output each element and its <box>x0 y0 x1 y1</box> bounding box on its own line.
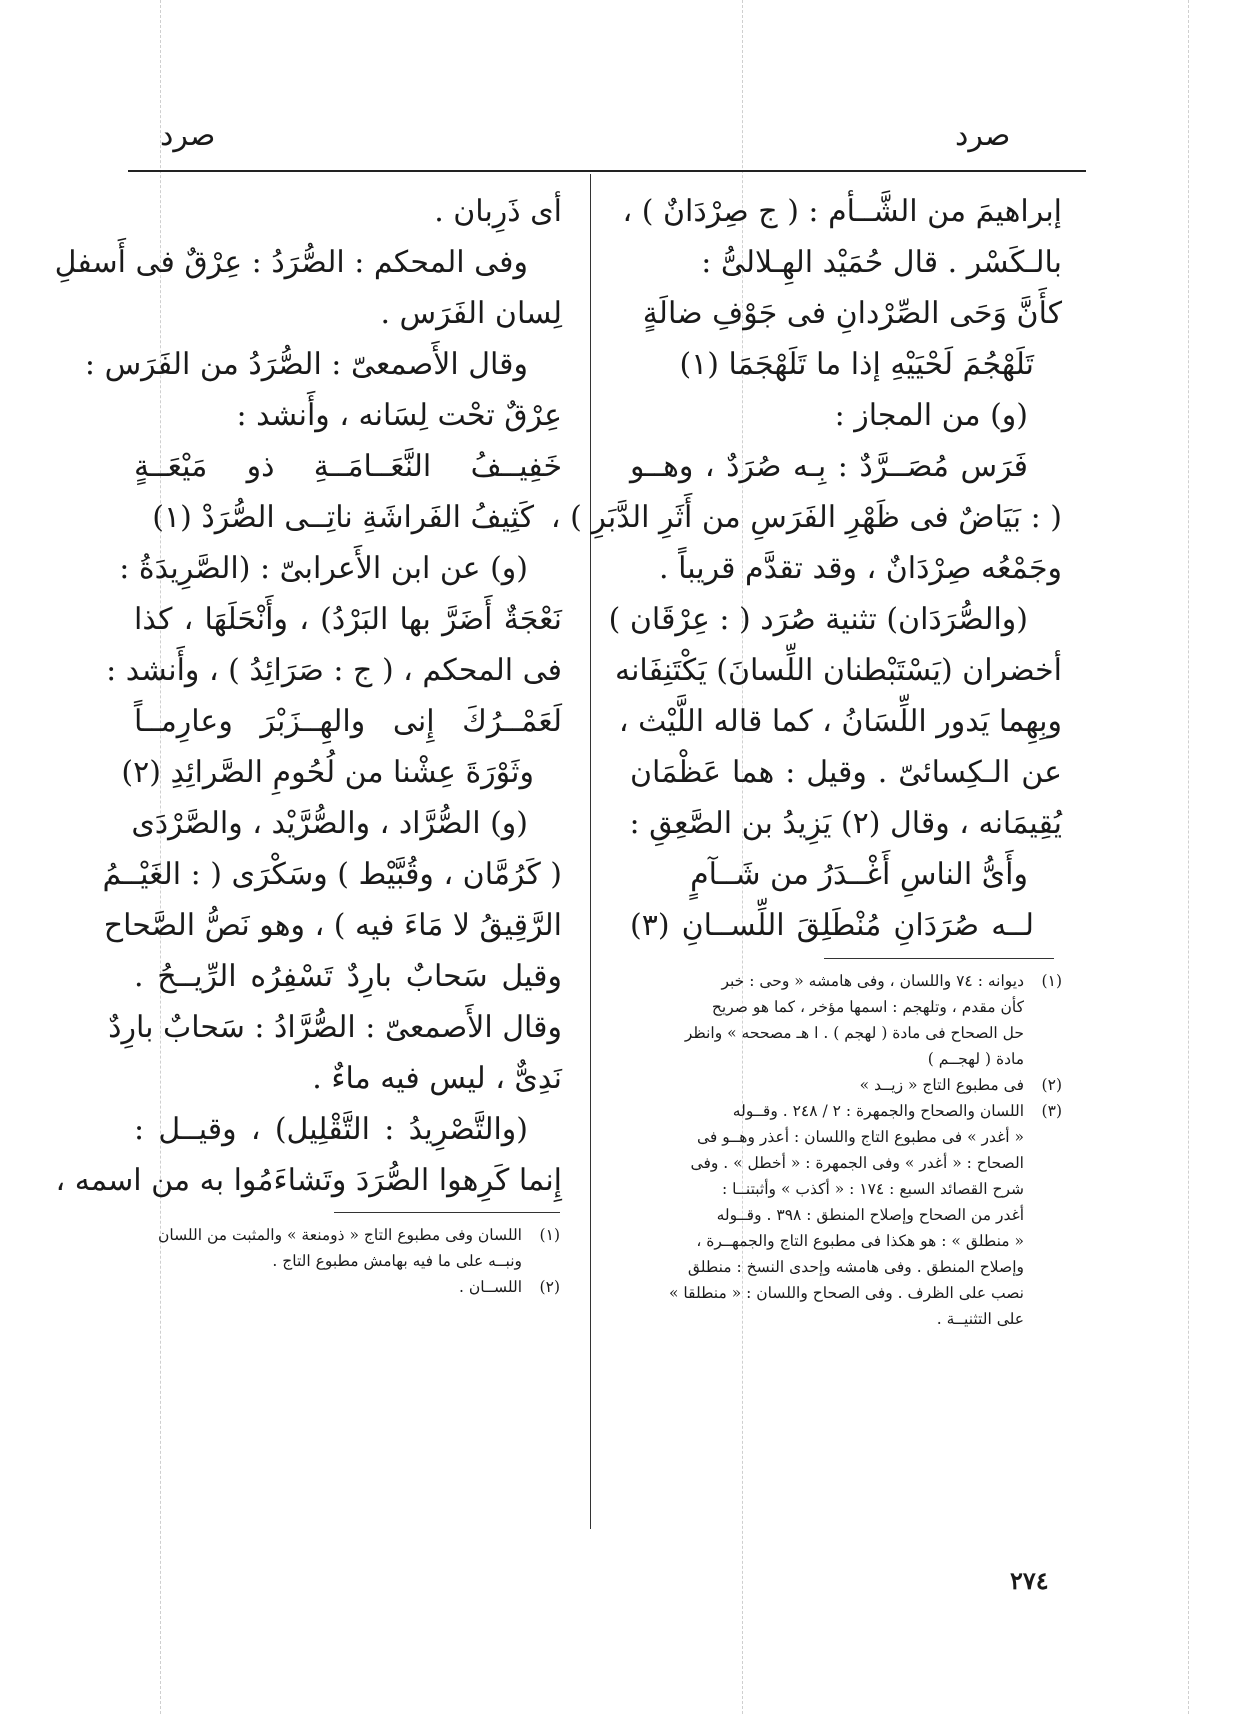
text-line: فى المحكم ، ( ج : صَرَائِدُ ) ، وأَنشد : <box>106 653 562 688</box>
footnote-number: (١) <box>1041 972 1062 990</box>
column-divider <box>590 174 591 1529</box>
footnote-text: اللسان والصحاح والجمهرة : ٢ / ٢٤٨ . وقــوله <box>732 1102 1024 1120</box>
footnote-text: « منطلق » : هو هكذا فى مطبوع التاج والجمهــرة ، <box>696 1232 1024 1250</box>
verse-line: وأَىُّ الناسِ أَغْــدَرُ من شَــآمٍ <box>690 857 1028 892</box>
verse-line: كَثِيفُ الفَراشَةِ ناتِــى الصُّرَدْ (١) <box>152 500 534 535</box>
text-line: ( : بَيَاضٌ فى ظَهْرِ الفَرَسِ من أَثَرِ الدَّبَرِ ) ، <box>550 500 1062 535</box>
page-number: ٢٧٤ <box>1010 1566 1049 1595</box>
text-line: (و) عن ابن الأَعرابىّ : (الصَّرِيدَةُ : <box>119 551 528 586</box>
text-line: (والصُّرَدَان) تثنية صُرَد ( : عِرْقَان ) <box>608 602 1028 637</box>
right-footnotes <box>612 968 1062 1332</box>
footnote <box>612 994 1062 1020</box>
text-line: بالـكَسْر . قال حُمَيْد الهِـلالىُّ : <box>701 245 1062 280</box>
footnote-text: اللسان وفى مطبوع التاج « ذومنعة » والمثبت من اللسان <box>157 1226 522 1244</box>
footnote <box>612 1228 1062 1254</box>
footnote <box>120 1274 560 1300</box>
text-line: أى ذَرِبان . <box>434 194 562 229</box>
footnote-text: وإصلاح المنطق . وفى هامشه وإحدى النسخ : منطلق <box>687 1258 1024 1276</box>
text-line: عن الـكِسائىّ . وقيل : هما عَظْمَان <box>630 755 1062 790</box>
right-column <box>550 186 1062 951</box>
footnote-text: الصحاح : « أغدر » وفى الجمهرة : « أخطل » . وفى <box>690 1154 1024 1172</box>
text-line: (و) من المجاز : <box>834 398 1028 433</box>
text-line: وقيل سَحابٌ بارِدٌ تَسْفِرُه الرِّيــحُ . <box>134 959 562 994</box>
footnote-text: حل الصحاح فى مادة ( لهجم ) . ا هـ مصححه » وانظر <box>684 1024 1024 1042</box>
footnote <box>612 1280 1062 1306</box>
footnote <box>120 1222 560 1248</box>
footnote <box>612 968 1062 994</box>
text-line: يُقِيمَانه ، وقال (٢) يَزِيدُ بن الصَّعِقِ : <box>629 806 1062 841</box>
footnote-text: فى مطبوع التاج « زيــد » <box>859 1076 1024 1094</box>
scan-guide-line <box>1188 0 1189 1714</box>
left-footnotes <box>120 1222 560 1300</box>
footnote <box>612 1098 1062 1124</box>
footnote <box>612 1254 1062 1280</box>
verse-line: وثَوْرَةَ عِشْنا من لُحُومِ الصَّرائِدِ (٢) <box>121 755 534 790</box>
footnote-number: (١) <box>539 1226 560 1244</box>
text-line: إِنما كَرِهوا الصُّرَدَ وتَشاءَمُوا به من اسمه ، <box>55 1163 562 1198</box>
footnote <box>612 1176 1062 1202</box>
footnote-text: ديوانه : ٧٤ واللسان ، وفى هامشه « وحى : خبر <box>721 972 1024 990</box>
running-header-left: صرد <box>160 118 216 153</box>
footnote <box>612 1306 1062 1332</box>
text-line: نَدِىٌّ ، ليس فيه ماءٌ . <box>312 1061 562 1096</box>
footnote-number: (٣) <box>1041 1102 1062 1120</box>
text-line: لِسان الفَرَس . <box>380 296 562 331</box>
footnote <box>612 1150 1062 1176</box>
footnote <box>612 1020 1062 1046</box>
text-line: عِرْقٌ تحْت لِسَانه ، وأَنشد : <box>236 398 562 433</box>
verse-line: تَلَهْجُمَ لَحْيَيْهِ إذا ما تَلَهْجَمَا (١) <box>679 347 1034 382</box>
header-rule <box>128 170 1086 172</box>
footnote <box>120 1248 560 1274</box>
footnote-number: (٢) <box>1041 1076 1062 1094</box>
text-line: فَرَس مُصَــرَّدٌ : بِـه صُرَدٌ ، وهــو <box>630 449 1028 484</box>
footnote-text: اللســان . <box>458 1278 522 1296</box>
verse-line: لَعَمْــرُكَ إِنى والهِــزَبْرَ وعارِمــاً <box>134 704 562 739</box>
footnote-text: مادة ( لهجــم ) <box>927 1050 1024 1068</box>
footnote-text: ونبــه على ما فيه بهامش مطبوع التاج . <box>272 1252 522 1270</box>
footnote <box>612 1124 1062 1150</box>
verse-line: كأَنَّ وَحَى الصِّرْدانِ فى جَوْفِ ضالَةٍ <box>642 296 1062 331</box>
footnote-rule <box>334 1212 560 1213</box>
footnote <box>612 1202 1062 1228</box>
text-line: (و) الصُّرَّاد ، والصُّرَّيْد ، والصَّرْدَى <box>131 806 528 841</box>
text-line: وجَمْعُه صِرْدَانٌ ، وقد تقدَّم قريباً . <box>659 551 1062 586</box>
text-line: وفى المحكم : الصُّرَدُ : عِرْقٌ فى أَسفلِ <box>54 245 528 280</box>
footnote <box>612 1046 1062 1072</box>
verse-line: لــه صُرَدَانِ مُنْطَلِقَ اللِّســانِ (٣) <box>630 908 1034 943</box>
text-line: نَعْجَةٌ أَضَرَّ بها البَرْدُ) ، وأَنْحَلَهَا ، كذا <box>134 602 562 637</box>
footnote <box>612 1072 1062 1098</box>
text-line: أخضران (يَسْتَبْطنان اللِّسانَ) يَكْتَنِفَانه <box>615 653 1062 688</box>
footnote-text: شرح القصائد السبع : ١٧٤ : « أكذب » وأثبتنــا : <box>721 1180 1024 1198</box>
footnote-text: أغدر من الصحاح وإصلاح المنطق : ٣٩٨ . وقــوله <box>716 1206 1024 1224</box>
text-line: وبِهِما يَدور اللِّسَانُ ، كما قاله اللَّيْث ، <box>618 704 1062 739</box>
footnote-rule <box>824 958 1054 959</box>
text-line: ( كَرُمَّان ، وقُبَّيْط ) وسَكْرَى ( : الغَيْــمُ <box>102 857 562 892</box>
footnote-text: « أغدر » فى مطبوع التاج واللسان : أعذر وهــو فى <box>696 1128 1024 1146</box>
text-line: (والتَّصْرِيدُ : التَّقْلِيل) ، وقيــل : <box>134 1112 528 1147</box>
text-line: إبراهيمَ من الشَّــأم : ( ج صِرْدَانٌ ) ، <box>622 194 1062 229</box>
text-line: وقال الأَصمعىّ : الصُّرَدُ من الفَرَس : <box>84 347 528 382</box>
footnote-text: على التثنيــة . <box>936 1310 1024 1328</box>
running-header-right: صرد <box>955 118 1011 153</box>
text-line: الرَّقِيقُ لا مَاءَ فيه ) ، وهو نَصُّ الصَّحاح <box>103 908 562 943</box>
verse-line: خَفِيــفُ النَّعَــامَــةِ ذو مَيْعَــةٍ <box>134 449 562 484</box>
text-line: وقال الأَصمعىّ : الصُّرَّادُ : سَحابٌ بارِدٌ <box>108 1010 562 1045</box>
footnote-number: (٢) <box>539 1278 560 1296</box>
footnote-text: كأن مقدم ، وتلهجم : اسمها مؤخر ، كما هو صريح <box>711 998 1024 1016</box>
footnote-text: نصب على الظرف . وفى الصحاح واللسان : « منطلقا » <box>668 1284 1024 1302</box>
left-column <box>54 186 562 1206</box>
